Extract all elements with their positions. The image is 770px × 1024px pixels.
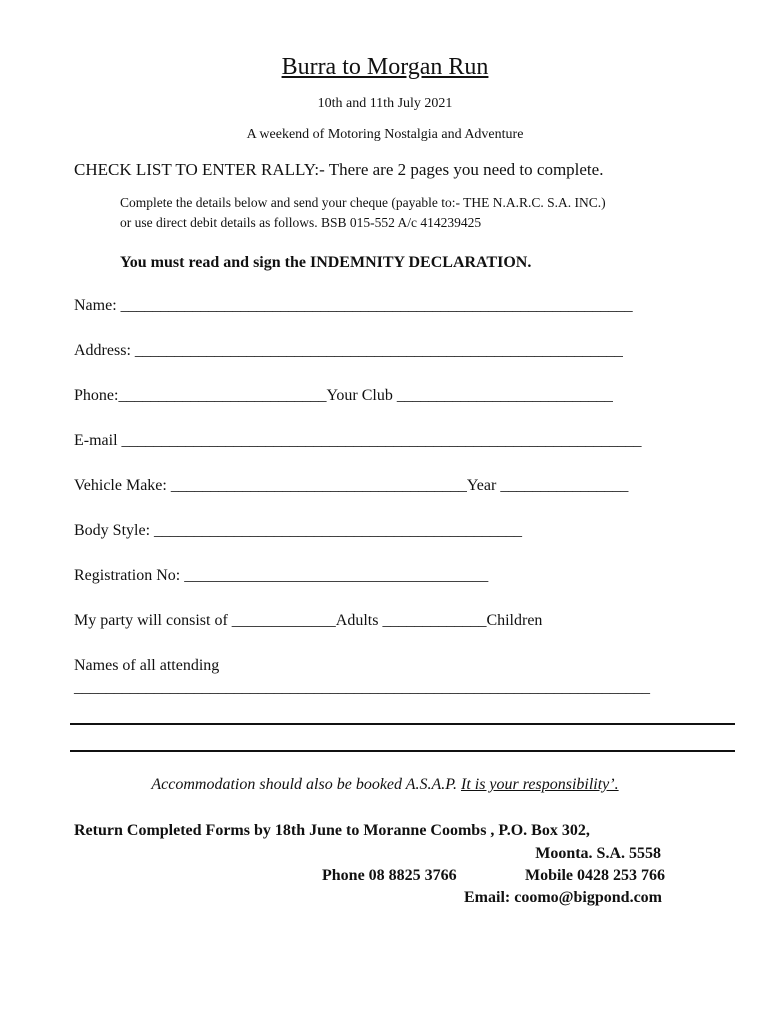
contact-phone: Phone 08 8825 3766 [322, 867, 457, 884]
instructions-line-1: Complete the details below and send your cheque (payable to:- THE N.A.R.C. S.A. INC.) [120, 195, 606, 210]
instructions-line-2: or use direct debit details as follows. BSB 015-552 A/c 414239425 [120, 215, 482, 230]
responsibility-emphasis: It is your responsibility’. [460, 776, 619, 793]
name-field[interactable]: Name: ________________________________________________________________ [74, 297, 633, 314]
return-instructions: Return Completed Forms by 18th June to Moranne Coombs , P.O. Box 302, [74, 822, 590, 839]
return-address: Moonta. S.A. 5558 [535, 845, 661, 862]
contact-email: Email: coomo@bigpond.com [464, 889, 662, 906]
names-attending-label: Names of all attending [74, 657, 220, 674]
indemnity-notice: You must read and sign the INDEMNITY DECLARATION. [120, 254, 532, 271]
vehicle-year-field[interactable]: Vehicle Make: _____________________________________Year ________________ [74, 477, 629, 494]
event-dates: 10th and 11th July 2021 [317, 96, 453, 111]
names-attending-rule-2[interactable] [70, 750, 735, 752]
accommodation-text: Accommodation should also be booked A.S.A.P. [151, 776, 461, 793]
address-field[interactable]: Address: _____________________________________________________________ [74, 342, 623, 359]
contact-mobile: Mobile 0428 253 766 [525, 867, 665, 884]
body-style-field[interactable]: Body Style: ______________________________________________ [74, 522, 523, 539]
accommodation-note [0, 776, 770, 794]
registration-field[interactable]: Registration No: ______________________________________ [74, 567, 489, 584]
page-title: Burra to Morgan Run [281, 54, 489, 80]
party-size-field[interactable]: My party will consist of _____________Adults _____________Children [74, 612, 543, 629]
names-attending-rule-1[interactable] [70, 723, 735, 725]
email-field[interactable]: E-mail _________________________________________________________________ [74, 432, 642, 449]
event-tagline: A weekend of Motoring Nostalgia and Adventure [246, 127, 524, 142]
checklist-heading: CHECK LIST TO ENTER RALLY:- There are 2 pages you need to complete. [74, 160, 604, 179]
names-attending-line[interactable]: ________________________________________________________________________ [74, 679, 650, 696]
phone-club-field[interactable]: Phone:__________________________Your Club ___________________________ [74, 387, 613, 404]
